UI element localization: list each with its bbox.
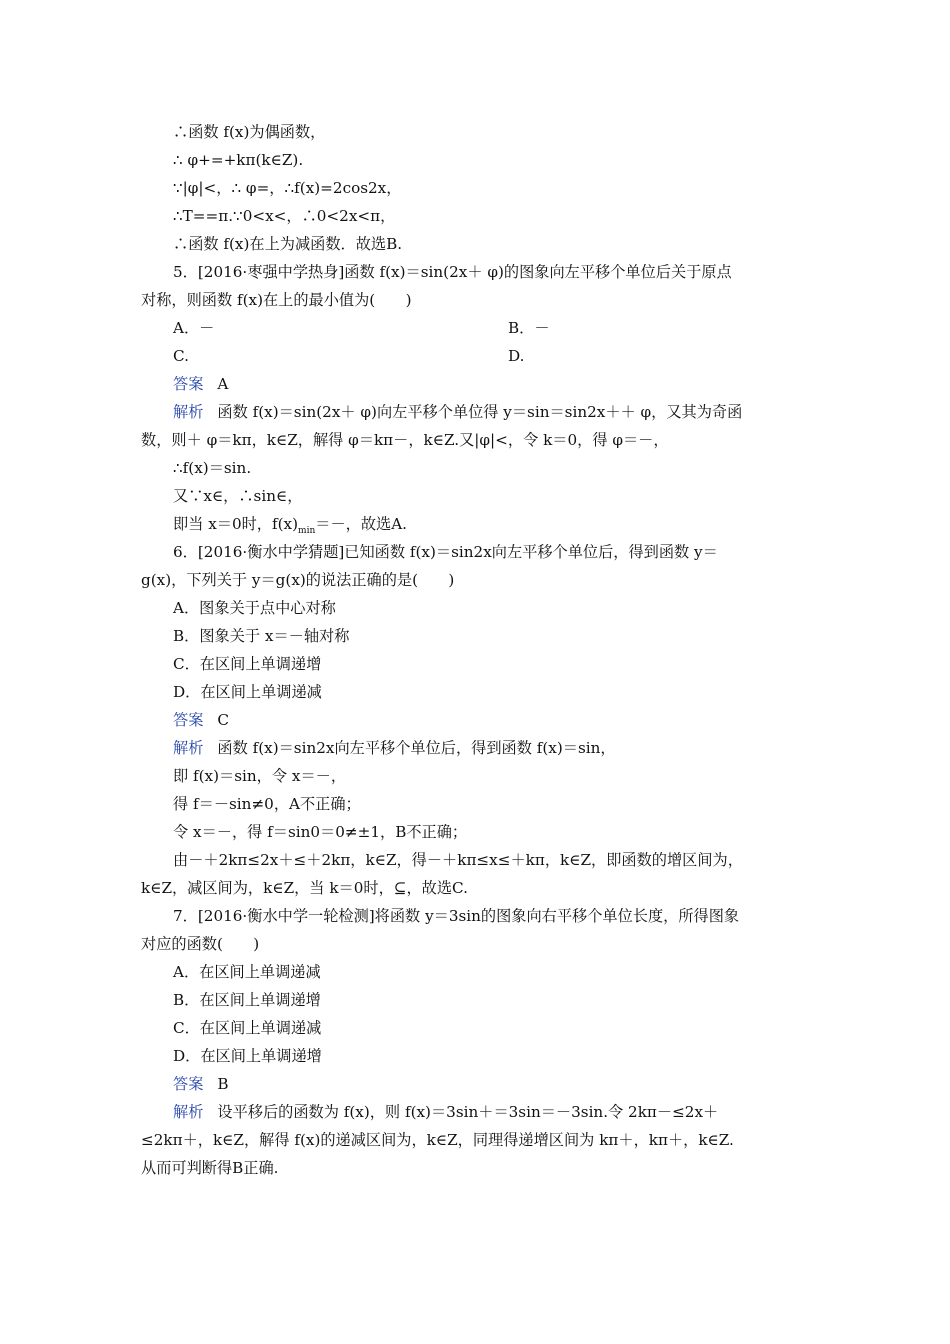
- answer-value: A: [217, 375, 229, 393]
- analysis-line: [173, 402, 742, 422]
- option-b: B．－: [508, 319, 550, 337]
- question-5-stem: 5．[2016·枣强中学热身]函数 f(x)＝sin(2x＋ φ)的图象向左平移个单位后关于原点: [173, 263, 732, 281]
- text-line: 又∵x∈，∴sin∈，: [173, 487, 303, 505]
- option-a: A．－: [173, 319, 215, 337]
- question-5-stem-cont: 对称，则函数 f(x)在上的最小值为( ): [141, 291, 412, 309]
- option-d: D．在区间上单调递增: [173, 1047, 322, 1065]
- text-line: ∴f(x)＝sin.: [173, 459, 252, 477]
- analysis-label: 解析: [173, 403, 204, 421]
- text-line: 即当 x＝0时，$f(x)_{min}=-$，故选A.: [173, 515, 407, 537]
- option-c: C．在区间上单调递减: [173, 1019, 322, 1037]
- option-a: A．图象关于点中心对称: [173, 599, 336, 617]
- question-6-stem-cont: g(x)，下列关于 y＝g(x)的说法正确的是( ): [141, 571, 455, 589]
- answer-value: C: [217, 711, 229, 729]
- text-line: ∴ φ+=+kπ(k∈Z).: [173, 151, 304, 169]
- text-line: ∴函数 f(x)为偶函数，: [173, 123, 326, 141]
- answer-label: 答案: [173, 375, 204, 393]
- text-line: 从而可判断得B正确.: [141, 1159, 279, 1177]
- question-6-stem: 6．[2016·衡水中学猜题]已知函数 f(x)＝sin2x向左平移个单位后，得到函数 y＝: [173, 543, 718, 561]
- analysis-label: 解析: [173, 1103, 204, 1121]
- text-line: 得 f＝－sin≠0，A不正确；: [173, 795, 361, 813]
- answer-label: 答案: [173, 1075, 204, 1093]
- option-b: B．图象关于 x＝－轴对称: [173, 627, 350, 645]
- analysis-line: [173, 1102, 718, 1122]
- text-line: k∈Z，减区间为，k∈Z，当 k＝0时，⊆，故选C.: [141, 879, 468, 897]
- text-line: 由－＋2kπ≤2x＋≤＋2kπ，k∈Z，得－＋kπ≤x≤＋kπ，k∈Z，即函数的增区间为，: [173, 851, 743, 869]
- option-c: C.: [173, 347, 189, 365]
- question-7-stem-cont: 对应的函数( ): [141, 935, 260, 953]
- option-a: A．在区间上单调递减: [173, 963, 321, 981]
- text-line: ≤2kπ＋，k∈Z，解得 f(x)的递减区间为，k∈Z，同理得递增区间为 kπ＋，kπ＋，k∈Z.: [141, 1131, 734, 1149]
- text-line: ∴T==π.∵0<x<，∴0<2x<π，: [173, 207, 396, 225]
- option-c: C．在区间上单调递增: [173, 655, 322, 673]
- answer-line: [173, 710, 229, 730]
- question-7-stem: 7．[2016·衡水中学一轮检测]将函数 y＝3sin的图象向右平移个单位长度，所得图象: [173, 907, 740, 925]
- analysis-text: 设平移后的函数为 f(x)，则 f(x)＝3sin＋＝3sin＝－3sin.令 2kπ－≤2x＋: [217, 1103, 719, 1121]
- text-line: ∴函数 f(x)在上为减函数．故选B.: [173, 235, 403, 253]
- text-line: 数，则＋ φ＝kπ，k∈Z，解得 φ＝kπ－，k∈Z.又|φ|<，令 k＝0，得 φ＝－，: [141, 431, 669, 449]
- answer-line: [173, 1074, 229, 1094]
- answer-line: [173, 374, 228, 394]
- option-b: B．在区间上单调递增: [173, 991, 321, 1009]
- answer-value: B: [217, 1075, 229, 1093]
- option-d: D．在区间上单调递减: [173, 683, 322, 701]
- analysis-text: 函数 f(x)＝sin(2x＋ φ)向左平移个单位得 y＝sin＝sin2x＋＋ φ，又其为奇函: [217, 403, 743, 421]
- analysis-text: 函数 f(x)＝sin2x向左平移个单位后，得到函数 f(x)＝sin，: [217, 739, 616, 757]
- text-line: 令 x＝－，得 f＝sin0＝0≠±1，B不正确；: [173, 823, 468, 841]
- answer-label: 答案: [173, 711, 204, 729]
- analysis-label: 解析: [173, 739, 204, 757]
- analysis-line: [173, 738, 616, 758]
- option-d: D.: [508, 347, 525, 365]
- text-line: 即 f(x)＝sin，令 x＝－，: [173, 767, 347, 785]
- text-line: ∵|φ|<，∴ φ=，∴f(x)=2cos2x，: [173, 179, 402, 197]
